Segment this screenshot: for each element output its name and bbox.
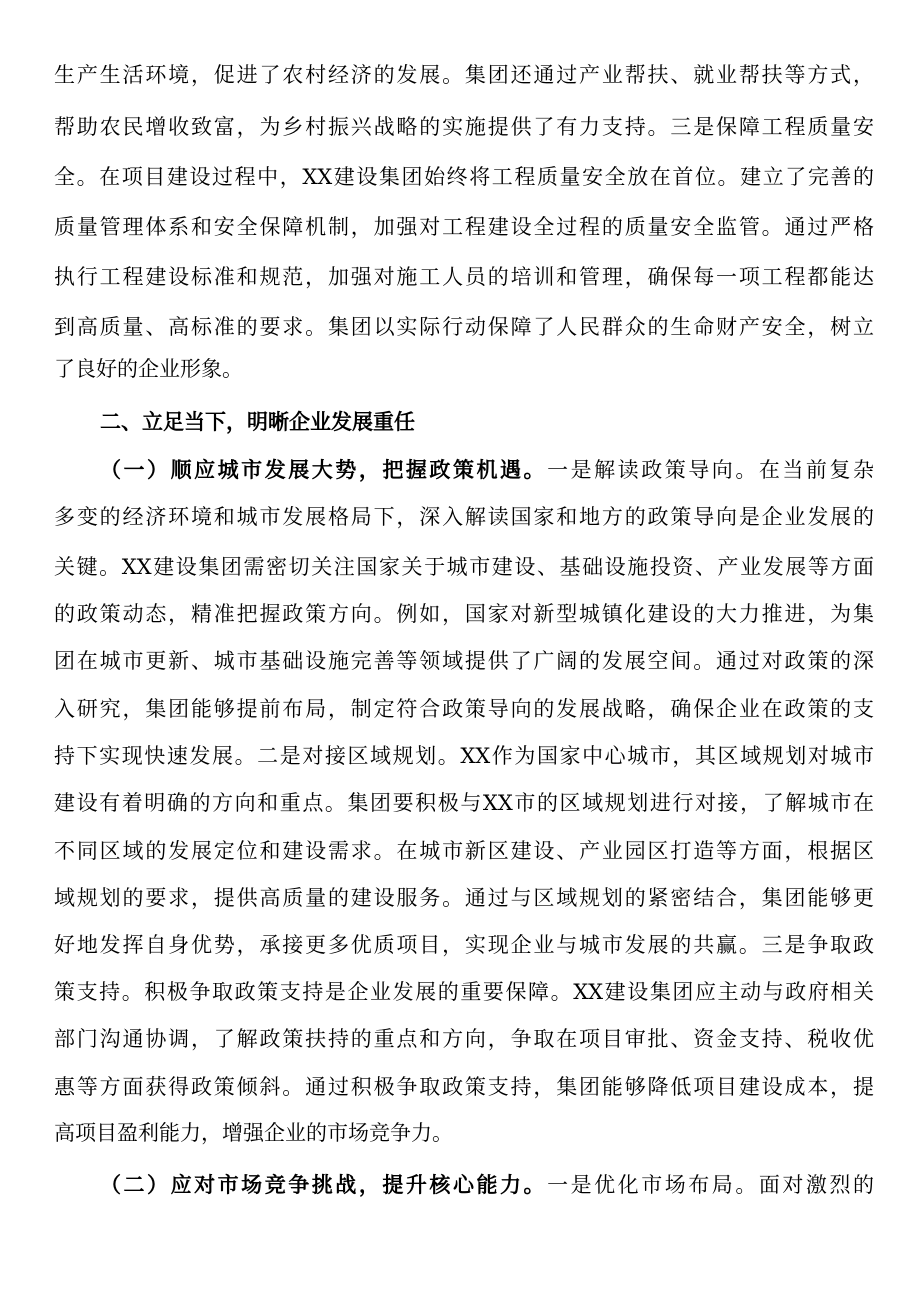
body-text-line: 持下实现快速发展。二是对接区域规划。XX作为国家中心城市，其区域规划对城市 bbox=[54, 744, 874, 768]
body-text-line: 帮助农民增收致富，为乡村振兴战略的实施提供了有力支持。三是保障工程质量安 bbox=[54, 115, 874, 139]
paragraph-lead-rest: 一是优化市场布局。面对激烈的 bbox=[547, 1173, 874, 1197]
body-text-line: 惠等方面获得政策倾斜。通过积极争取政策支持，集团能够降低项目建设成本，提 bbox=[54, 1075, 874, 1099]
paragraph-lead-bold: （二）应对市场竞争挑战，提升核心能力。 bbox=[100, 1172, 548, 1197]
body-text-line: 全。在项目建设过程中，XX建设集团始终将工程质量安全放在首位。建立了完善的 bbox=[54, 165, 874, 189]
body-text-line: 部门沟通协调，了解政策扶持的重点和方向，争取在项目审批、资金支持、税收优 bbox=[54, 1027, 874, 1051]
body-text-line: 域规划的要求，提供高质量的建设服务。通过与区域规划的紧密结合，集团能够更 bbox=[54, 886, 874, 910]
paragraph-lead-rest: 一是解读政策导向。在当前复杂 bbox=[547, 458, 874, 482]
body-text-line: 策支持。积极争取政策支持是企业发展的重要保障。XX建设集团应主动与政府相关 bbox=[54, 980, 874, 1004]
body-text-line: 团在城市更新、城市基础设施完善等领域提供了广阔的发展空间。通过对政策的深 bbox=[54, 649, 874, 673]
body-text-line: 质量管理体系和安全保障机制，加强对工程建设全过程的质量安全监管。通过严格 bbox=[54, 215, 874, 239]
body-text-line: 入研究，集团能够提前布局，制定符合政策导向的发展战略，确保企业在政策的支 bbox=[54, 697, 874, 721]
body-text-line: 高项目盈利能力，增强企业的市场竞争力。 bbox=[54, 1121, 453, 1145]
body-text-line: 多变的经济环境和城市发展格局下，深入解读国家和地方的政策导向是企业发展的 bbox=[54, 505, 874, 529]
body-text-line: 不同区域的发展定位和建设需求。在城市新区建设、产业园区打造等方面，根据区 bbox=[54, 839, 874, 863]
paragraph-lead-bold: （一）顺应城市发展大势，把握政策机遇。 bbox=[100, 457, 548, 482]
body-text-line: 生产生活环境，促进了农村经济的发展。集团还通过产业帮扶、就业帮扶等方式， bbox=[54, 63, 874, 87]
body-text-line: 好地发挥自身优势，承接更多优质项目，实现企业与城市发展的共赢。三是争取政 bbox=[54, 933, 874, 957]
paragraph-lead-line bbox=[100, 452, 874, 488]
body-text-line: 的政策动态，精准把握政策方向。例如，国家对新型城镇化建设的大力推进，为集 bbox=[54, 602, 874, 626]
body-text-line: 执行工程建设标准和规范，加强对施工人员的培训和管理，确保每一项工程都能达 bbox=[54, 265, 874, 289]
paragraph-lead-line bbox=[100, 1167, 874, 1203]
body-text-line: 建设有着明确的方向和重点。集团要积极与XX市的区域规划进行对接，了解城市在 bbox=[54, 791, 874, 815]
body-text-line: 关键。XX建设集团需密切关注国家关于城市建设、基础设施投资、产业发展等方面 bbox=[54, 555, 874, 579]
body-text-line: 到高质量、高标准的要求。集团以实际行动保障了人民群众的生命财产安全，树立 bbox=[54, 315, 874, 339]
body-text-line: 了良好的企业形象。 bbox=[54, 357, 243, 381]
section-heading: 二、立足当下，明晰企业发展重任 bbox=[100, 409, 415, 434]
